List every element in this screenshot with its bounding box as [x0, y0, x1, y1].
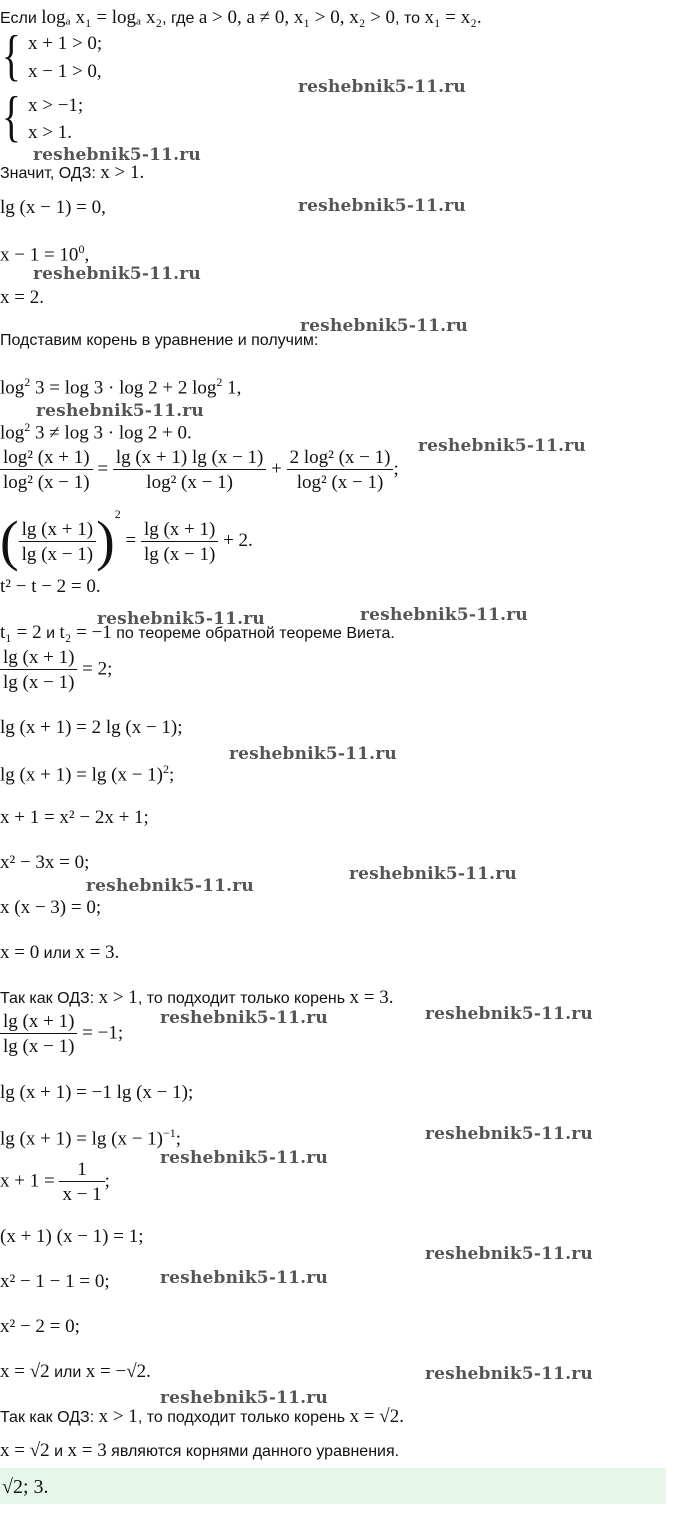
- sq-fraction: [19, 520, 96, 564]
- fraction-2: [113, 448, 267, 492]
- log-line-2-b: 3 ≠ log 3 · log 2 + 0.: [30, 422, 192, 444]
- system1-line-1: x + 1 > 0;: [28, 33, 103, 54]
- fraction-3: [287, 448, 394, 492]
- case2-fraction-end: = −1;: [82, 1022, 124, 1044]
- case2-line-3-den: x − 1: [62, 1184, 102, 1205]
- system-brace-2: {: [2, 86, 21, 148]
- fraction-1-num: log² (x + 1): [0, 448, 93, 470]
- case1-line-1: lg (x + 1) = 2 lg (x − 1);: [0, 717, 183, 738]
- log-line-2-a: log: [0, 422, 25, 444]
- log-line-1: [0, 376, 241, 397]
- case1-line-2-exp: 2: [163, 762, 170, 776]
- check-line-2-end: ,: [84, 244, 90, 266]
- final-root-2: x = 3: [67, 1440, 107, 1461]
- substitute-text: Подставим корень в уравнение и получим:: [0, 332, 319, 349]
- case1-line-2: [0, 763, 174, 784]
- case1-line-6: [0, 943, 119, 962]
- check-line-3: x = 2.: [0, 287, 44, 308]
- vieta-and: и: [41, 625, 60, 642]
- watermark: reshebnik5-11.ru: [425, 1244, 593, 1264]
- sq-fraction-rhs: [141, 520, 218, 564]
- case1-line-2-end: ;: [169, 764, 175, 786]
- case2-line-3-lhs: x + 1 =: [0, 1170, 55, 1192]
- case1-line-3: x + 1 = x² − 2x + 1;: [0, 807, 149, 828]
- case1-fraction-den: lg (x − 1): [3, 672, 75, 693]
- vieta-text: по теореме обратной теореме Виета.: [111, 625, 395, 642]
- watermark: reshebnik5-11.ru: [160, 1268, 328, 1288]
- watermark: reshebnik5-11.ru: [160, 1148, 328, 1168]
- case1-line-5: x (x − 3) = 0;: [0, 897, 102, 918]
- right-paren: ): [96, 510, 115, 573]
- intro-math-2: a > 0, a ≠ 0, x₁ > 0, x₂ > 0: [198, 7, 396, 28]
- watermark: reshebnik5-11.ru: [160, 1008, 328, 1028]
- case2-line-1: lg (x + 1) = −1 lg (x − 1);: [0, 1082, 194, 1103]
- fraction-1-den: log² (x − 1): [3, 472, 90, 493]
- watermark: reshebnik5-11.ru: [418, 436, 586, 456]
- final-text: являются корнями данного уравнения.: [106, 1443, 400, 1460]
- intro-math-1: logₐ x₁ = logₐ x₂: [41, 7, 163, 28]
- case2-line-7: [0, 1362, 151, 1381]
- case1-concl-text-2: , то подходит только корень: [137, 990, 346, 1007]
- fraction-equation: [0, 448, 399, 492]
- watermark: reshebnik5-11.ru: [36, 401, 204, 421]
- case1-fraction-end: = 2;: [82, 658, 113, 680]
- case1-concl-text-1: Так как ОДЗ:: [0, 990, 95, 1007]
- watermark: reshebnik5-11.ru: [425, 1124, 593, 1144]
- case2-line-5: x² − 1 − 1 = 0;: [0, 1271, 110, 1292]
- fraction-1: [0, 448, 93, 492]
- watermark: reshebnik5-11.ru: [97, 609, 265, 629]
- case1-fraction-num: lg (x + 1): [0, 648, 77, 670]
- log-line-1-exp: 2: [24, 375, 31, 389]
- system2-line-2: x > 1.: [28, 122, 72, 143]
- case2-line-2-end: ;: [175, 1128, 182, 1150]
- log-line-2-exp: 2: [24, 420, 31, 434]
- case1-concl-math-1: x > 1: [98, 987, 138, 1008]
- case2-line-3-num: 1: [59, 1160, 104, 1182]
- case2-line-3: [0, 1160, 110, 1204]
- fraction-3-den: log² (x − 1): [296, 472, 384, 493]
- fraction-end: ;: [393, 458, 399, 480]
- log-line-1-c: 1,: [222, 377, 242, 399]
- case1-line-2-base: lg (x + 1) = lg (x − 1): [0, 764, 164, 786]
- case2-line-2-exp: −1: [163, 1126, 176, 1140]
- case1-line-4: x² − 3x = 0;: [0, 852, 90, 873]
- fraction-eq-sign: =: [97, 458, 109, 480]
- case1-fraction-line: [0, 648, 112, 692]
- case2-fraction: [0, 1012, 77, 1056]
- log-line-1-b: 3 = log 3 · log 2 + 2 log: [30, 377, 217, 399]
- watermark: reshebnik5-11.ru: [300, 316, 468, 336]
- sq-fraction-num: lg (x + 1): [19, 520, 96, 542]
- case1-root-b: x = 3.: [75, 942, 120, 963]
- intro-line: [0, 8, 482, 27]
- case2-line-2-base: lg (x + 1) = lg (x − 1): [0, 1128, 164, 1150]
- watermark: reshebnik5-11.ru: [298, 196, 466, 216]
- fraction-plus-sign: +: [271, 458, 282, 480]
- sq-end: + 2.: [223, 530, 253, 551]
- answer-text: √2; 3.: [2, 1476, 49, 1498]
- sq-fraction-den: lg (x − 1): [21, 543, 94, 565]
- vieta-t2: t₂ = −1: [59, 622, 112, 643]
- case2-fraction-den: lg (x − 1): [3, 1036, 75, 1057]
- case2-line-3-end: ;: [104, 1170, 110, 1192]
- case2-concl-text-2: , то подходит только корень: [137, 1409, 346, 1426]
- watermark: reshebnik5-11.ru: [86, 876, 254, 896]
- log-line-1-a: log: [0, 377, 25, 399]
- system-brace-1: {: [2, 25, 21, 87]
- watermark: reshebnik5-11.ru: [160, 1388, 328, 1408]
- case2-concl-text-1: Так как ОДЗ:: [0, 1409, 95, 1426]
- final-root-1: x = √2: [0, 1440, 50, 1461]
- case1-root-a: x = 0: [0, 942, 40, 963]
- sq-eq-sign: =: [125, 530, 137, 551]
- watermark: reshebnik5-11.ru: [229, 744, 397, 764]
- case2-fraction-line: [0, 1012, 123, 1056]
- system2-line-1: x > −1;: [28, 95, 84, 116]
- watermark: reshebnik5-11.ru: [33, 264, 201, 284]
- intro-text-2: , где: [162, 10, 195, 27]
- odz-math: x > 1.: [100, 162, 145, 183]
- odz-text: Значит, ОДЗ:: [0, 165, 96, 182]
- case1-fraction: [0, 648, 77, 692]
- watermark: reshebnik5-11.ru: [425, 1004, 593, 1024]
- system1-line-2: x − 1 > 0,: [28, 61, 102, 82]
- sq-fraction-rhs-den: lg (x − 1): [143, 543, 216, 565]
- answer-box: [0, 1468, 666, 1504]
- case2-conclusion: [0, 1407, 404, 1426]
- case2-or: или: [49, 1364, 86, 1381]
- fraction-2-num: lg (x + 1) lg (x − 1): [113, 448, 267, 470]
- final-statement: [0, 1441, 399, 1460]
- case2-line-6: x² − 2 = 0;: [0, 1316, 80, 1337]
- fraction-3-num: 2 log² (x − 1): [287, 448, 394, 470]
- case2-line-4: (x + 1) (x − 1) = 1;: [0, 1226, 144, 1247]
- watermark: reshebnik5-11.ru: [33, 145, 201, 165]
- sq-fraction-rhs-num: lg (x + 1): [141, 520, 218, 542]
- case2-line-2: [0, 1127, 181, 1148]
- check-line-2-exp: 0: [78, 242, 85, 256]
- case2-fraction-num: lg (x + 1): [0, 1012, 77, 1034]
- intro-text-3: , то: [395, 10, 420, 27]
- squared-equation: [0, 507, 253, 573]
- case2-root-a: x = √2: [0, 1361, 50, 1382]
- watermark: reshebnik5-11.ru: [360, 605, 528, 625]
- case1-or: или: [39, 945, 76, 962]
- case1-conclusion: [0, 988, 394, 1007]
- fraction-2-den: log² (x − 1): [146, 472, 233, 493]
- quadratic-t: t² − t − 2 = 0.: [0, 576, 101, 597]
- case2-concl-math-2: x = √2.: [349, 1406, 404, 1427]
- log-line-1-exp2: 2: [216, 375, 223, 389]
- log-line-2: [0, 421, 192, 442]
- final-and: и: [49, 1443, 68, 1460]
- watermark: reshebnik5-11.ru: [298, 77, 466, 97]
- sq-power: 2: [114, 507, 121, 521]
- case2-root-b: x = −√2.: [85, 1361, 151, 1382]
- check-line-2-base: x − 1 = 10: [0, 244, 79, 266]
- intro-text-1: Если: [0, 10, 37, 27]
- vieta-t1: t₁ = 2: [0, 622, 42, 643]
- watermark: reshebnik5-11.ru: [425, 1364, 593, 1384]
- left-paren: (: [0, 510, 19, 573]
- case2-line-3-fraction: [59, 1160, 104, 1204]
- case1-concl-math-2: x = 3.: [349, 987, 394, 1008]
- case2-concl-math-1: x > 1: [98, 1406, 138, 1427]
- odz-line: [0, 163, 144, 182]
- intro-math-3: x₁ = x₂.: [424, 7, 482, 28]
- check-line-2: [0, 243, 89, 264]
- watermark: reshebnik5-11.ru: [349, 864, 517, 884]
- check-line-1: lg (x − 1) = 0,: [0, 197, 106, 218]
